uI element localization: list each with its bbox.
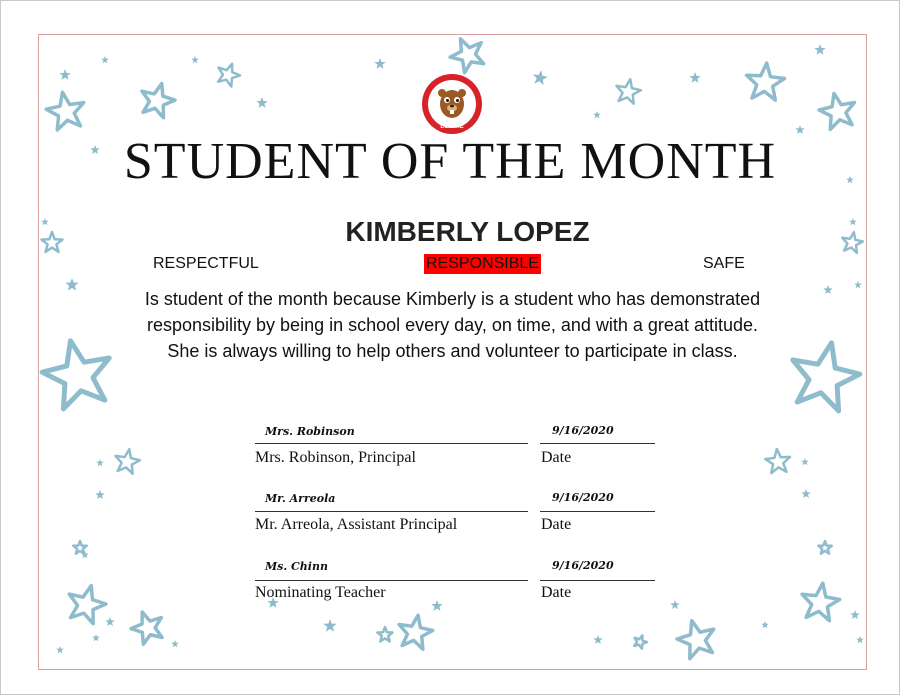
star-icon xyxy=(819,93,854,129)
star-icon xyxy=(101,56,109,63)
star-icon xyxy=(689,72,700,83)
star-icon xyxy=(854,281,862,288)
star-icon xyxy=(450,39,484,73)
star-icon xyxy=(801,489,811,498)
star-icon xyxy=(323,619,336,632)
signature-label: Nominating Teacher xyxy=(255,584,386,601)
signature-date: 9/16/2020 xyxy=(552,491,614,504)
star-icon xyxy=(593,635,603,644)
signature-date: 9/16/2020 xyxy=(552,559,614,572)
star-icon xyxy=(256,97,267,108)
star-icon xyxy=(69,586,106,624)
beaver-mascot-logo xyxy=(421,73,483,135)
star-icon xyxy=(59,69,70,80)
date-label: Date xyxy=(541,449,572,466)
star-icon xyxy=(46,92,83,130)
signature-date: 9/16/2020 xyxy=(552,424,614,437)
date-label: Date xyxy=(541,516,572,533)
star-icon xyxy=(856,636,864,643)
star-icon xyxy=(218,64,240,87)
value-respectful: RESPECTFUL xyxy=(153,255,259,272)
date-line xyxy=(540,511,655,512)
star-icon xyxy=(765,449,790,473)
star-icon xyxy=(142,84,175,118)
signature-principal: Mrs. Robinson xyxy=(265,425,355,438)
star-icon xyxy=(131,612,162,644)
star-icon xyxy=(191,56,199,63)
signature-line xyxy=(255,580,528,581)
star-icon xyxy=(431,600,442,611)
star-icon xyxy=(801,458,809,465)
star-icon xyxy=(533,70,548,85)
star-icon xyxy=(793,343,860,411)
star-icon xyxy=(747,63,785,100)
star-icon xyxy=(377,627,392,642)
value-responsible: RESPONSIBLE xyxy=(426,255,539,272)
star-icon xyxy=(802,583,840,621)
star-icon xyxy=(116,449,140,474)
star-icon xyxy=(399,615,433,649)
date-line xyxy=(540,580,655,581)
certificate-title: STUDENT OF THE MONTH xyxy=(123,133,777,190)
date-line xyxy=(540,443,655,444)
value-safe: SAFE xyxy=(703,255,745,272)
star-icon xyxy=(171,640,179,647)
star-icon xyxy=(670,600,680,609)
star-icon xyxy=(105,617,115,626)
star-icon xyxy=(65,278,78,291)
star-icon xyxy=(73,541,86,554)
star-icon xyxy=(92,634,100,641)
star-icon xyxy=(617,79,641,104)
signature-line xyxy=(255,511,528,512)
star-icon xyxy=(593,111,601,118)
star-icon xyxy=(761,621,769,628)
star-icon xyxy=(814,44,825,55)
star-icon xyxy=(56,646,64,653)
award-statement: Is student of the month because Kimberly is a student who has demonstrated responsibility by being in school every day, on time, and with a great attitude. She is always willing to help others and volunteer to participate in class. xyxy=(144,289,761,361)
star-icon xyxy=(42,341,109,409)
star-icon xyxy=(374,58,385,69)
star-icon xyxy=(823,285,833,294)
star-icon xyxy=(634,635,647,648)
logo-text: LOWTIE xyxy=(440,124,464,130)
signature-assistant-principal: Mr. Arreola xyxy=(265,492,336,505)
star-icon xyxy=(677,621,714,659)
signature-label: Mr. Arreola, Assistant Principal xyxy=(255,516,458,533)
star-icon xyxy=(95,490,105,499)
star-icon xyxy=(96,459,104,466)
star-icon xyxy=(850,610,860,619)
signature-label: Mrs. Robinson, Principal xyxy=(255,449,416,466)
student-name: KIMBERLY LOPEZ xyxy=(345,216,590,247)
star-icon xyxy=(818,541,831,554)
date-label: Date xyxy=(541,584,572,601)
signature-teacher: Ms. Chinn xyxy=(265,560,328,573)
signature-line xyxy=(255,443,528,444)
